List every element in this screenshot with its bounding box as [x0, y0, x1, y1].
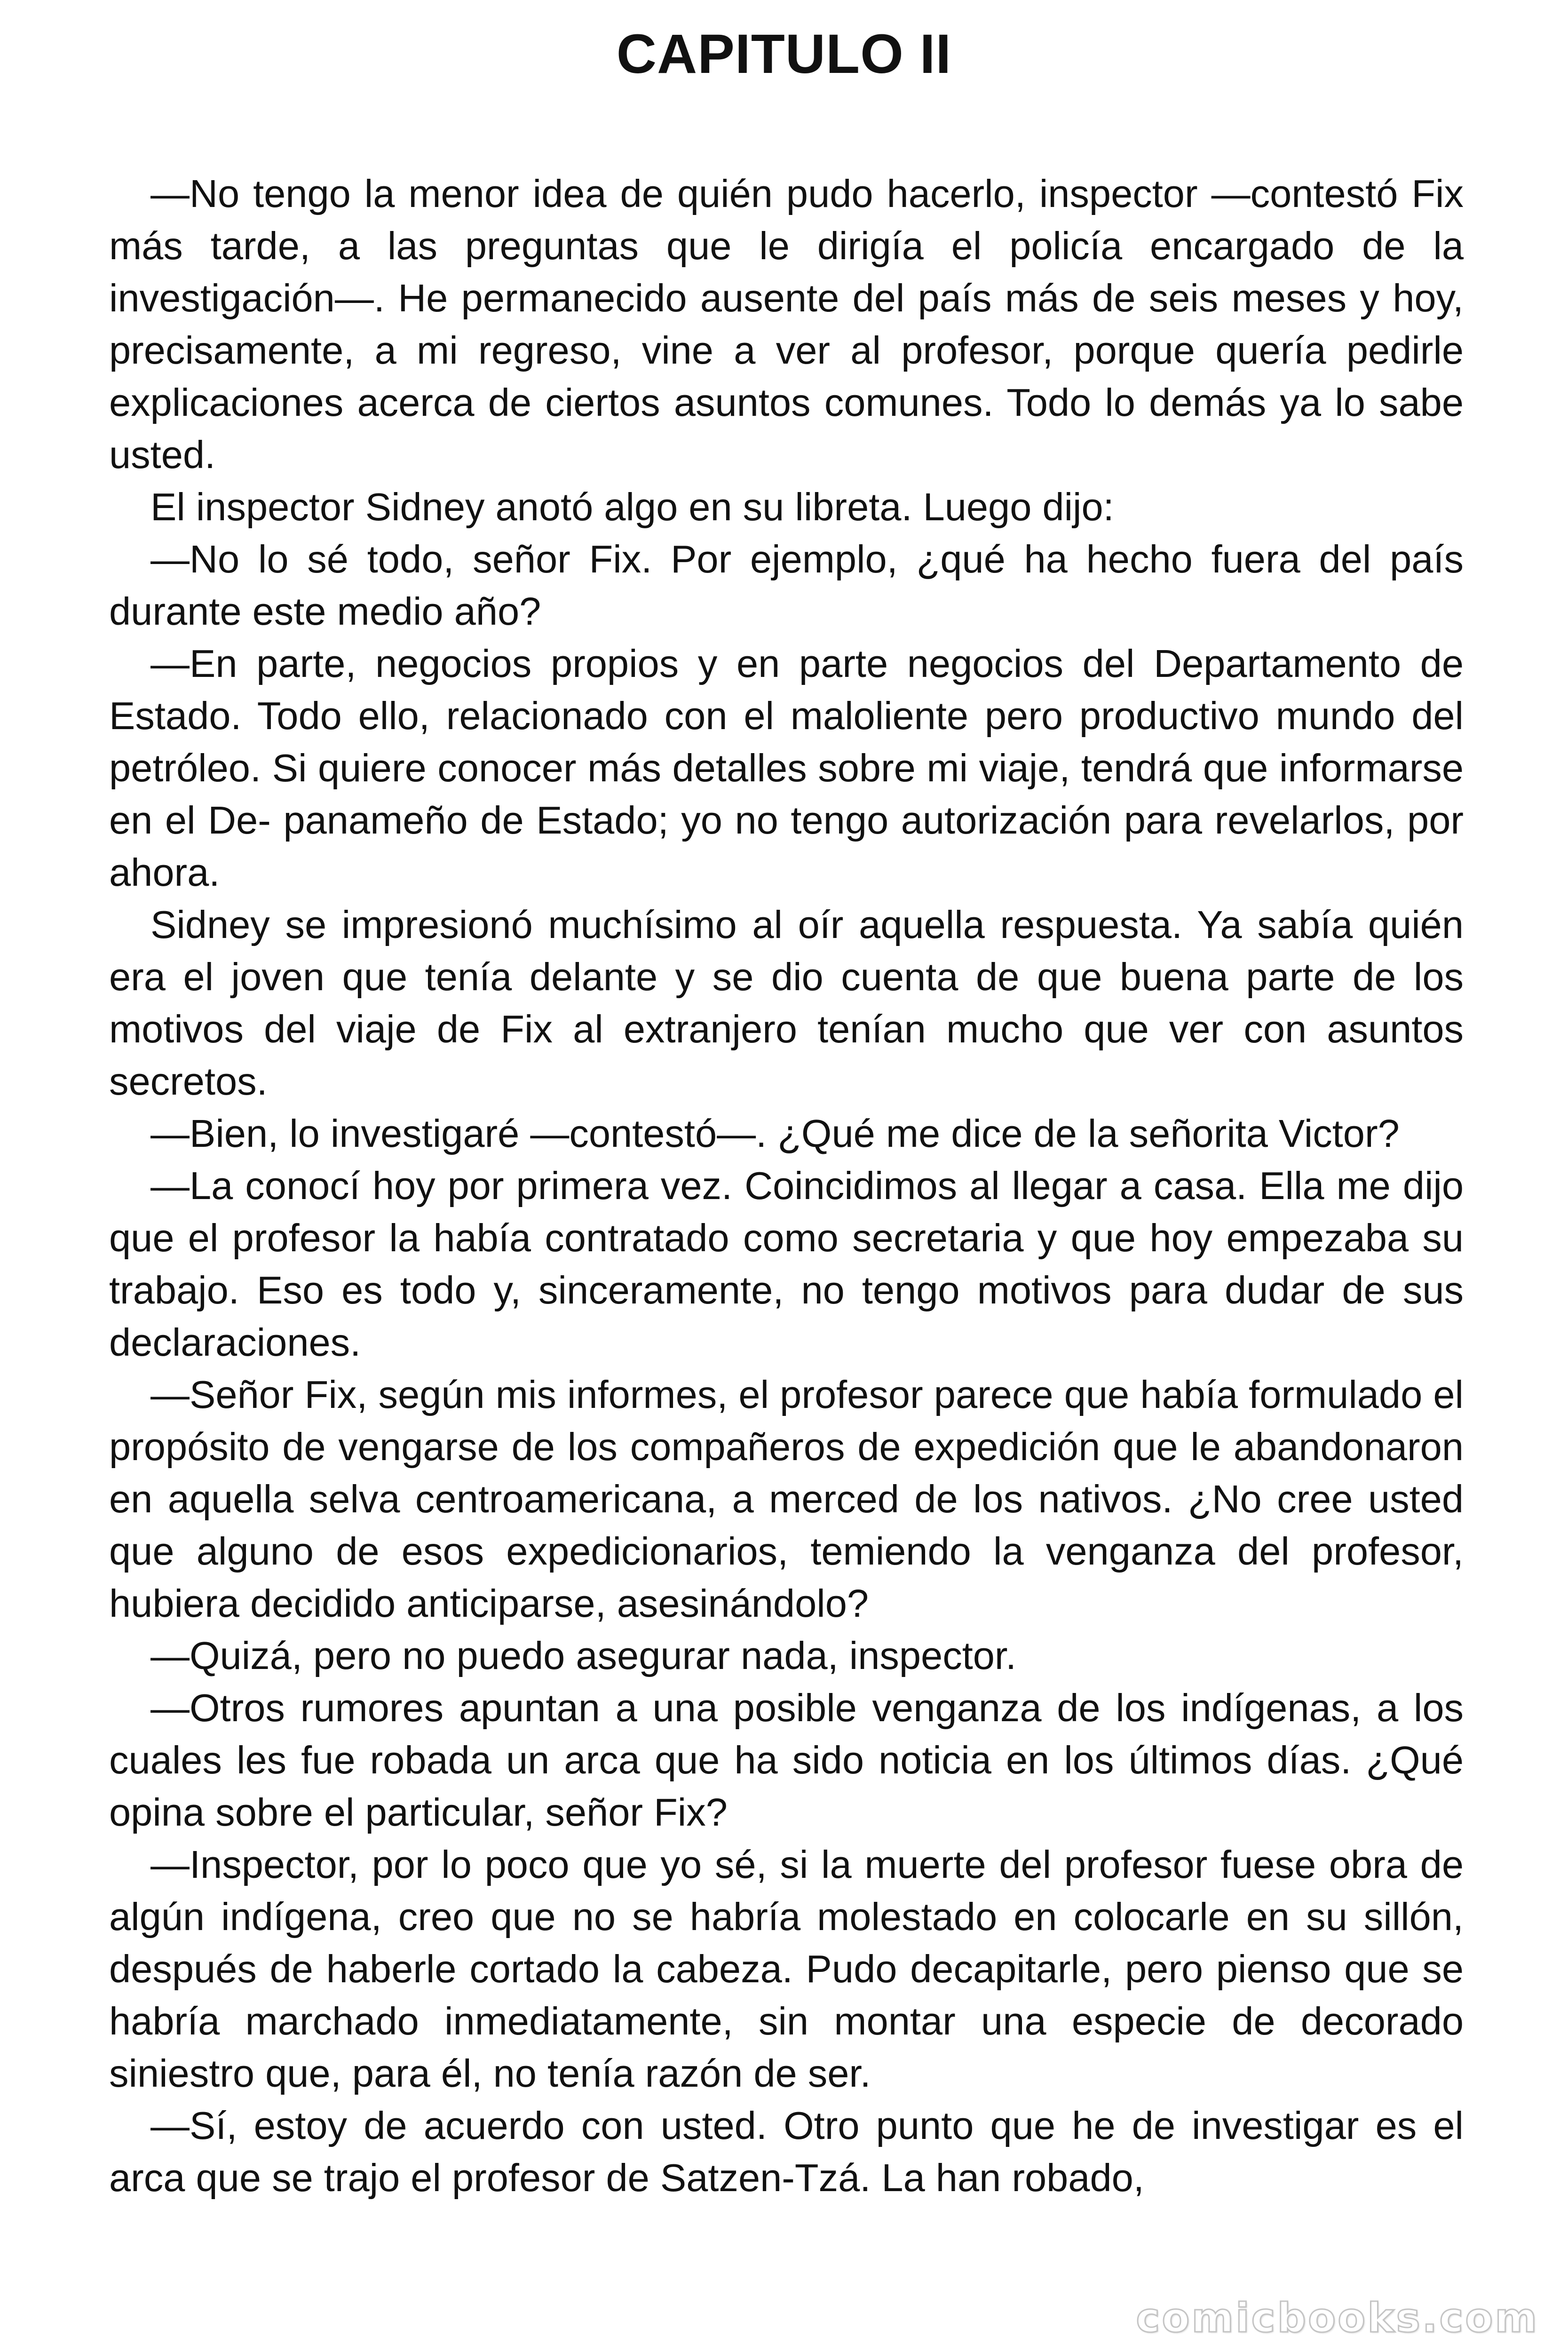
paragraph: —La conocí hoy por primera vez. Coincidimos al llegar a casa. Ella me dijo que el profesor la había contratado como secretaria y que hoy empezaba su trabajo. Eso es todo y, sinceramente, no tengo motivos para dudar de sus declaraciones. — [109, 1164, 1464, 1364]
watermark: comicbooks.com — [1136, 2295, 1539, 2342]
paragraph: —Inspector, por lo poco que yo sé, si la muerte del profesor fuese obra de algún indígena, creo que no se habría molestado en colocarle en su sillón, después de haberle cortado la cabeza. Pudo decapitarle, pero pienso que se habría marchado inmediatamente, sin montar una especie de decorado siniestro que, para él, no tenía razón de ser. — [109, 1843, 1464, 2095]
paragraph: —No tengo la menor idea de quién pudo hacerlo, inspector —contestó Fix más tarde, a las preguntas que le dirigía el policía encargado de la investigación—. He permanecido ausente del país más de seis meses y hoy, precisamente, a mi regreso, vine a ver al profesor, porque quería pedirle explicaciones acerca de ciertos asuntos comunes. Todo lo demás ya lo sabe usted. — [109, 172, 1464, 477]
paragraph: El inspector Sidney anotó algo en su libreta. Luego dijo: — [150, 485, 1114, 529]
paragraph: Sidney se impresionó muchísimo al oír aquella respuesta. Ya sabía quién era el joven que tenía delante y se dio cuenta de que buena parte de los motivos del viaje de Fix al extranjero tenían mucho que ver con asuntos secretos. — [109, 903, 1464, 1103]
paragraph: —No lo sé todo, señor Fix. Por ejemplo, ¿qué ha hecho fuera del país durante este medio año? — [109, 537, 1464, 633]
paragraph: —Otros rumores apuntan a una posible venganza de los indígenas, a los cuales les fue robada un arca que ha sido noticia en los últimos días. ¿Qué opina sobre el particular, señor Fix? — [109, 1686, 1464, 1834]
chapter-title: CAPITULO II — [616, 23, 952, 85]
paragraph: —Señor Fix, según mis informes, el profesor parece que había formulado el propósito de vengarse de los compañeros de expedición que le abandonaron en aquella selva centroamericana, a merced de los nativos. ¿No cree usted que alguno de esos expedicionarios, temiendo la venganza del profesor, hubiera decidido anticiparse, asesinándolo? — [109, 1373, 1464, 1625]
body-text — [109, 167, 1464, 2204]
paragraph: —Bien, lo investigaré —contestó—. ¿Qué me dice de la señorita Victor? — [150, 1112, 1400, 1155]
paragraph: —Quizá, pero no puedo asegurar nada, inspector. — [150, 1634, 1017, 1677]
paragraph: —Sí, estoy de acuerdo con usted. Otro punto que he de investigar es el arca que se trajo el profesor de Satzen-Tzá. La han robado, — [109, 2104, 1464, 2200]
paragraph: —En parte, negocios propios y en parte negocios del Departamento de Estado. Todo ello, relacionado con el maloliente pero productivo mundo del petróleo. Si quiere conocer más detalles sobre mi viaje, tendrá que informarse en el De- panameño de Estado; yo no tengo autorización para revelarlos, por ahora. — [109, 642, 1464, 894]
